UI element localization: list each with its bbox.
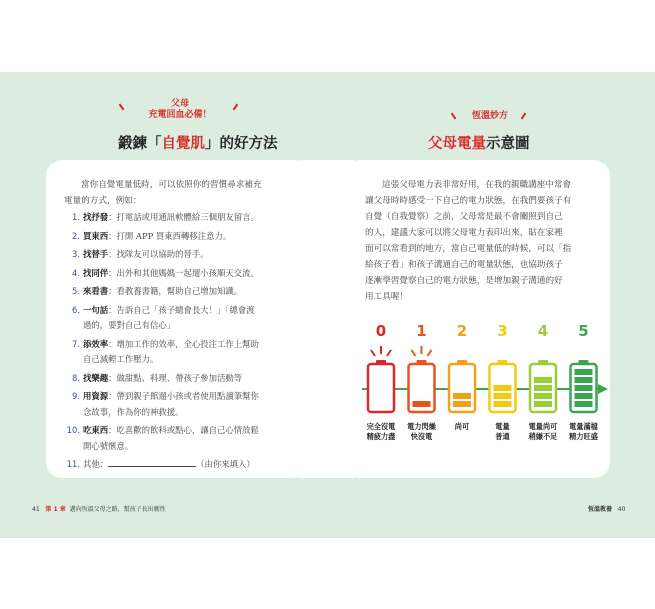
battery-label-line: 精力旺盛: [569, 432, 598, 441]
list-item-number: 1.: [72, 212, 80, 222]
battery-label-line: 精疲力盡: [366, 432, 396, 441]
right-title-highlight: 父母電量: [428, 136, 486, 152]
list-item-text: ：告訴自己「孩子總會長大！」「總會渡: [108, 304, 255, 315]
list-item-keyword: 來看書: [83, 286, 109, 296]
list-item-number: 7.: [72, 338, 80, 349]
list-item-number: 10.: [66, 425, 80, 435]
battery-label-line: 電量滿檔: [569, 422, 598, 431]
battery-level-digit: 1: [416, 322, 427, 340]
list-item-text: ：出外和其他媽媽一起遛小孩順天交流。: [108, 267, 259, 278]
list-item-text: ：帶到親子館遛小孩或者使用點讀筆幫你: [108, 391, 259, 401]
battery-level-digit: 0: [375, 322, 387, 340]
list-item-text: ：吃喜歡的飲料或點心，讓自己心情放鬆: [108, 425, 259, 435]
list-item-number: 5.: [72, 286, 80, 296]
right-paragraph-line: 自覺（自我覺察）之前，父母常是最不會關照到自己: [365, 212, 563, 222]
spark-icon: [387, 350, 391, 356]
left-tag-line-2: 充電回血必備！: [148, 110, 212, 120]
chapter-title: 邁向恆溫父母之路，幫孩子長出韌性: [69, 506, 166, 513]
right-footer: [588, 504, 625, 513]
right-paragraph-line: 這張父母電力表非常好用，在我的親職講座中常會: [382, 180, 572, 190]
battery-level-label: [442, 422, 482, 432]
section-label: 恆溫教養: [588, 506, 613, 513]
list-item-text: ：找隊友可以協助的替手。: [108, 249, 209, 259]
list-item-text: ：打開 APP 買東西轉移注意力。: [108, 230, 232, 241]
battery-label-line: 稍嫌不足: [528, 432, 558, 441]
list-item-text: 過的，要對自己有信心」: [83, 320, 176, 330]
right-paragraph-line: 逐漸學習覺察自己的電力狀態，是增加親子溝通的好: [365, 276, 563, 286]
battery-fill-segment: [494, 385, 512, 391]
right-paragraph-line: 讓父母時時感受一下自己的電力狀態，在我們要孩子有: [365, 196, 572, 206]
left-title-pre: 鍛鍊「: [118, 136, 162, 152]
chapter-label: 第 1 章: [45, 506, 66, 513]
battery-fill-segment: [575, 377, 593, 383]
list-item-text: ：看教養書籍，幫助自己增加知識。: [108, 286, 243, 296]
list-item-text: 其他：: [83, 459, 109, 469]
left-intro-line-2: 電量的方式，例如：: [64, 196, 142, 206]
battery-level-label: [483, 422, 523, 442]
list-item-number: 11.: [66, 459, 80, 469]
list-item-text: ：打電話或用通訊軟體給三個朋友留言。: [108, 212, 259, 222]
battery-label-line: 快沒電: [410, 432, 433, 441]
battery-label-line: 尚可: [454, 422, 470, 431]
battery-fill-segment: [575, 369, 593, 375]
battery-label-line: 普通: [495, 432, 510, 441]
battery-level-label: [523, 422, 563, 442]
right-title-post: 示意圖: [486, 136, 530, 152]
list-item-number: 8.: [72, 372, 80, 383]
left-tag-line-1: 父母: [170, 99, 189, 109]
list-item-keyword: 找同伴: [83, 267, 109, 278]
right-paragraph-line: 用工具喔！: [365, 292, 408, 302]
list-item-keyword: 找替手: [83, 249, 109, 259]
battery-label-line: 電力閃燥: [407, 422, 436, 431]
battery-level-label: [361, 422, 401, 442]
battery-fill-segment: [575, 385, 593, 391]
list-item-keyword: 一句話: [83, 304, 109, 315]
right-paragraph-line: 的人，建議大家可以將父母電力表印出來，貼在家裡: [365, 228, 563, 238]
battery-fill-segment: [494, 393, 512, 399]
battery-level-label: [402, 422, 442, 442]
battery-level-digit: 2: [456, 322, 468, 340]
left-footer: [32, 504, 166, 513]
battery-level-label: [564, 422, 604, 442]
battery-fill-segment: [534, 401, 552, 407]
list-item-text: ：做甜點、料理、帶孩子參加活動等: [108, 372, 243, 383]
list-item-keyword: 吃東西: [83, 425, 109, 435]
battery-fill-segment: [575, 393, 593, 399]
spark-icon: [371, 350, 375, 356]
left-page-number: 41: [32, 506, 40, 513]
left-intro-line-1: 當你自覺電量低時，可以依照你的習慣尋求補充: [81, 180, 262, 190]
battery-label-line: 電量尚可: [528, 422, 558, 431]
list-item-keyword: 找抒發: [83, 212, 109, 222]
list-item-number: 6.: [72, 304, 80, 315]
battery-fill-segment: [534, 385, 552, 391]
list-item-text: 自己減輕工作壓力。: [83, 354, 159, 364]
spark-icon: [428, 350, 432, 356]
left-title-post: 」的好方法: [205, 136, 278, 152]
battery-level-digit: 4: [537, 322, 549, 340]
battery-level-digit: 3: [497, 322, 508, 340]
list-item-keyword: 添效率: [83, 338, 109, 349]
right-paragraph-line: 面可以常看到的地方，當自己電量低的時候，可以「指: [365, 244, 572, 254]
list-item-keyword: 買東西: [83, 230, 109, 241]
right-tag: 恆溫妙方: [471, 111, 508, 121]
list-item-text: 開心號愜意。: [83, 440, 134, 451]
list-item-number: 2.: [72, 230, 80, 241]
right-page-number: 40: [617, 506, 626, 513]
list-item-number: 9.: [72, 391, 80, 401]
battery-fill-segment: [494, 401, 512, 407]
list-item-number: 4.: [72, 267, 80, 278]
list-item-text: 念故事，作為你的神救援。: [83, 406, 184, 417]
battery-fill-segment: [534, 377, 552, 383]
left-title-highlight: 自覺肌: [161, 136, 205, 152]
battery-label-line: 完全沒電: [366, 422, 396, 431]
battery-level-digit: 5: [578, 322, 589, 340]
battery-fill-segment: [453, 393, 471, 399]
blank-suffix: （由你來填入）: [196, 459, 255, 469]
battery-fill-segment: [534, 393, 552, 399]
list-item-text: ：增加工作的效率，全心投注工作上幫助: [108, 338, 259, 349]
list-item-keyword: 用資源: [83, 391, 109, 401]
battery-body: [368, 364, 394, 412]
list-item-keyword: 找樂趣: [83, 372, 109, 383]
right-paragraph-line: 給孩子看」和孩子溝通自己的電量狀態，也協助孩子: [365, 260, 563, 270]
battery-fill-segment: [575, 401, 593, 407]
baseline-arrowhead: [598, 384, 608, 394]
battery-label-line: 電量: [495, 422, 510, 431]
spark-icon: [412, 350, 416, 356]
list-item-number: 3.: [72, 249, 80, 259]
battery-fill-segment: [413, 401, 431, 407]
battery-fill-segment: [453, 401, 471, 407]
